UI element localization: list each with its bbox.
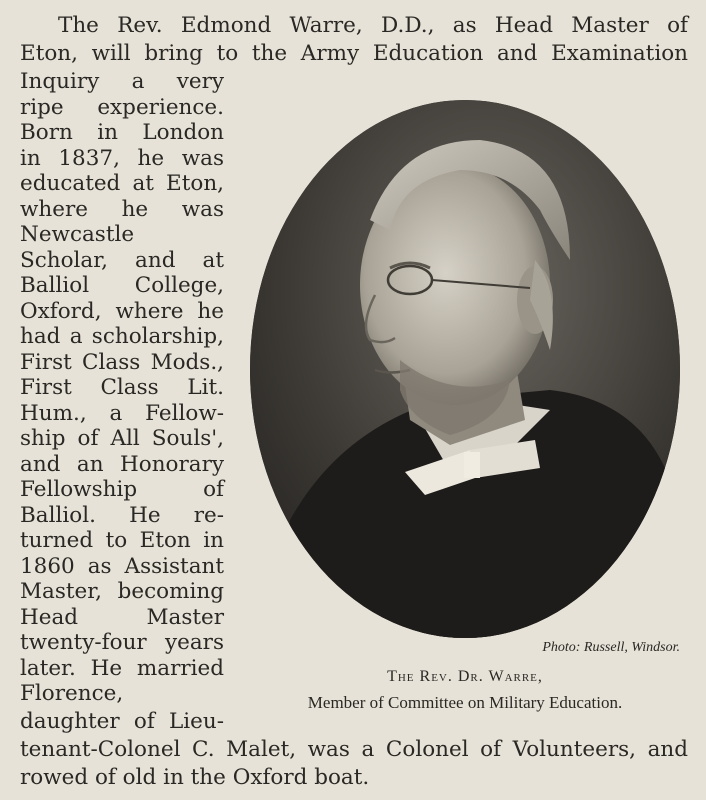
- article-line-19: Fellowship of: [20, 477, 224, 502]
- article-line-2: Eton, will bring to the Army Education and Examination: [20, 41, 688, 66]
- article-line-24: Head Master: [20, 604, 224, 630]
- article-line-7: educated at Eton,: [20, 171, 224, 196]
- article-line-5: Born in London: [20, 120, 224, 145]
- article-line-1: The Rev. Edmond Warre, D.D., as Head Master of: [58, 13, 688, 38]
- article-line-20: Balliol. He re-: [20, 502, 224, 528]
- article-line-30: rowed of old in the Oxford boat.: [20, 765, 370, 790]
- article-line-13: had a scholarship,: [20, 324, 224, 349]
- article-line-17: ship of All Souls',: [20, 426, 224, 451]
- article-line-25: twenty-four years: [20, 630, 224, 655]
- article-line-4: ripe experience.: [20, 94, 224, 120]
- article-line-23: Master, becoming: [20, 579, 224, 604]
- caption-subtitle: Member of Committee on Military Education.: [307, 693, 623, 712]
- article-line-11: Balliol College,: [20, 273, 224, 298]
- article-line-10: Scholar, and at: [20, 247, 224, 273]
- article-line-21: turned to Eton in: [20, 528, 224, 553]
- article-line-8: where he was: [20, 196, 224, 222]
- article-line-26: later. He married: [20, 655, 224, 681]
- article-line-22: 1860 as Assistant: [20, 553, 224, 579]
- article-line-6: in 1837, he was: [20, 145, 224, 171]
- article-line-16: Hum., a Fellow-: [20, 400, 224, 426]
- article-line-14: First Class Mods.,: [20, 349, 224, 375]
- article-line-12: Oxford, where he: [20, 298, 224, 324]
- article-line-28: daughter of Lieu-: [20, 709, 224, 734]
- caption-title: The Rev. Dr. Warre,: [387, 668, 543, 685]
- article-line-29: tenant-Colonel C. Malet, was a Colonel of Volunteers, and: [20, 737, 688, 762]
- article-line-9: Newcastle: [20, 222, 135, 247]
- portrait-photo: [250, 100, 680, 638]
- photo-credit: Photo: Russell, Windsor.: [542, 640, 680, 655]
- article-line-3: Inquiry a very: [20, 69, 224, 94]
- article-line-27: Florence,: [20, 681, 124, 706]
- article-line-18: and an Honorary: [20, 451, 224, 477]
- article-line-15: First Class Lit.: [20, 375, 224, 400]
- portrait-illustration: [250, 100, 680, 638]
